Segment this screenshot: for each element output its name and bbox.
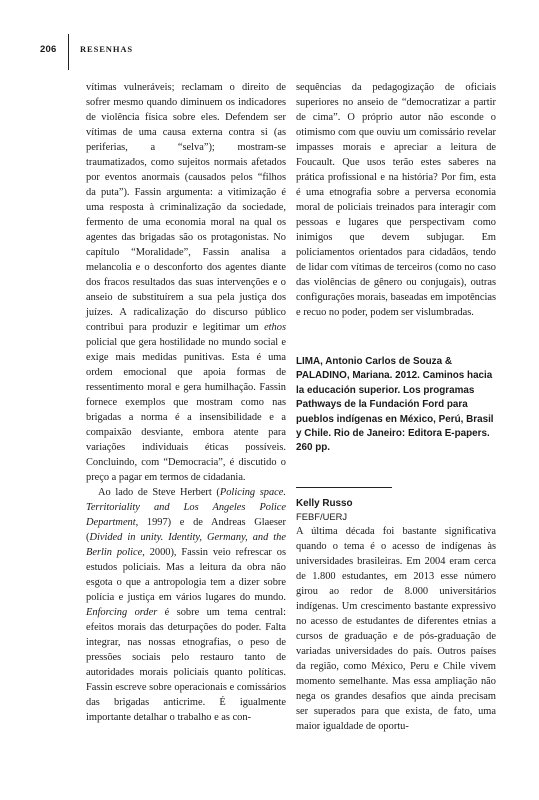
reviewer-divider: [296, 487, 392, 488]
italic-term: ethos: [264, 322, 286, 333]
book-title: Divided in unity. Identity, Germany, and the Berlin police: [86, 532, 286, 558]
text-run: vítimas vulneráveis; reclamam o direito de sofrer mesmo quando diminuem os indicadores de violência física sobre eles. Defendem ser vítimas de uma causa externa contra si (as periferias, a “selva”); mostram-se traumatizados, como sujeitos normais afetados por eventos anormais (causados pelos “filhos da puta”). Fassin argumenta: a vitimização é uma resposta à criminalização da sociedade, fermento de uma economia moral na qual os agentes das brigadas são os protagonistas. No capítulo “Moralidade”, Fassin analisa a melancolia e o desconforto dos agentes diante dos fracos resultados das suas intervenções e o anseio de substituírem a sua pela justiça dos juízes. A radicalização do discurso público contribui para produzir e legitimar um: [86, 82, 286, 333]
text-run: , 1997) e de Andreas Glaeser (: [86, 517, 286, 543]
paragraph-review-intro: A última década foi bastante significativa quando o tema é o acesso de indígenas às universidades brasileiras. Em 2004 eram cerca de 1.800 estudantes, em 2013 esse número girou ao redor de 8.000 universitários indígenas. Um crescimento bastante expressivo no acesso de estudantes de diferentes etnias a cursos de graduação e de pós-graduação de variadas universidades do país. Outros países da região, como México, Peru e Chile vivem momento semelhante. Mas essa ampliação não nega os grandes desafios que ainda precisam ser superados para que exista, de fato, uma maior igualdade de oportu-: [296, 525, 496, 732]
paragraph-victimization: [86, 80, 286, 485]
review-citation-heading: LIMA, Antonio Carlos de Souza & PALADINO, Mariana. 2012. Caminos hacia la educación superior. Los programas Pathways de la Fundación Ford para pueblos indígenas en México, Perú, Brasil y Chile. Rio de Janeiro: Editora E-papers. 260 pp.: [296, 356, 494, 454]
paragraph-conclusion: sequências da pedagogização de oficiais superiores no anseio de “democratizar a partir de cima”. O próprio autor não esconde o otimismo com que ouviu um comissário revelar impasses morais e apreciar a leitura de Foucault. Que usos terão estes saberes na prática profissional e na história? Por fim, esta é uma etnografia sobre a perversa economia moral de policiais treinados para interagir com pessoas e lugares que perspectivam como inimigos que devem subjugar. Em policiamentos orientados para cidadãos, tendo de lidar com vítimas de terceiros (como no caso das violências de gênero ou conjugais), outras configurações morais, baseadas em impotências e recuo no poder, podem ser vislumbradas.: [296, 82, 496, 318]
page-number: 206: [40, 44, 57, 55]
text-run: policial que gera hostilidade no mundo social e exige mais medidas punitivas. Esta é uma ordem emocional que apoia formas de ressentimento moral e gera humilhação. Fassin fornece exemplos que mostram como nas brigadas a norma é a insensibilidade e a compaixão desviante, embora atente para variações individuais éticas possíveis. Concluindo, com “Democracia”, é discutido o preço a pagar em termos de cidadania.: [86, 337, 286, 483]
running-head: RESENHAS: [80, 44, 134, 54]
text-run: , 2000), Fassin veio refrescar os estudos policiais. Mas a leitura da obra não esgota o que a antropologia tem a dizer sobre polícia e justiça em vários lugares do mundo.: [86, 547, 286, 603]
book-title: Policing space. Territoriality and Los Angeles Police Department: [86, 487, 286, 528]
page-header: [0, 0, 539, 70]
paragraph-police-studies: [86, 485, 286, 725]
text-run: Ao lado de Steve Herbert (: [98, 487, 220, 498]
right-column: [296, 80, 496, 734]
reviewer-name: Kelly Russo: [296, 497, 353, 509]
text-run: é sobre um tema central: efeitos morais das deturpações do poder. Falta integrar, nas nossas etnografias, o peso de pressões sociais pelo restauro tanto de autoridades morais policiais quanto políticas. Fassin escreve sobre operacionais e comissários das brigadas anticrime. É igualmente importante detalhar o trabalho e as con-: [86, 607, 286, 723]
book-title: Enforcing order: [86, 607, 158, 618]
left-column: [86, 80, 286, 725]
reviewer-affiliation: FEBF/UERJ: [296, 511, 348, 523]
header-divider: [68, 34, 69, 70]
